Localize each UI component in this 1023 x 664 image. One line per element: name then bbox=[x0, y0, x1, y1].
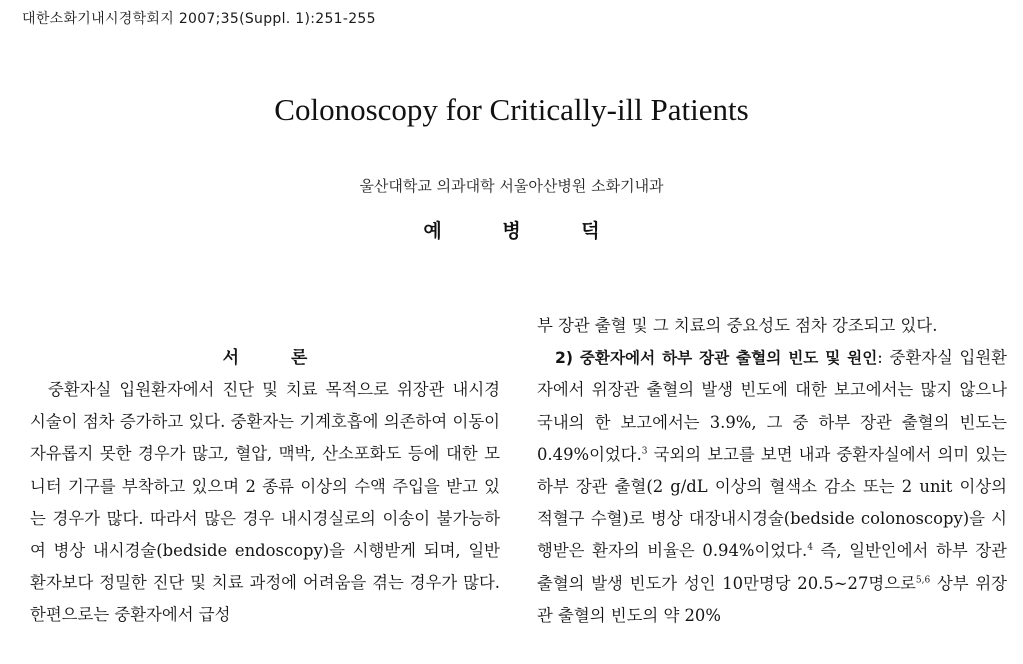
body-paragraph: 중환자실 입원환자에서 진단 및 치료 목적으로 위장관 내시경 시술이 점차 증가하고 있다. 중환자는 기계호흡에 의존하여 이동이 자유롭지 못한 경우가 많고, 혈압, 맥박, 산소포화도 등에 대한 모니터 기구를 부착하고 있으며 2 종류 이상의 수액 주입을 받고 있는 경우가 많다. 따라서 많은 경우 내시경실로의 이송이 불가능하여 병상 내시경술(bedside endoscopy)을 시행받게 되며, 일반 환자보다 정밀한 진단 및 치료 과정에 어려움을 겪는 경우가 많다. 한편으로는 중환자에서 급성 bbox=[30, 380, 500, 625]
author-name: 예 병 덕 bbox=[423, 220, 600, 242]
paragraph-text: 상부 위장관 출혈의 빈도의 약 20% bbox=[537, 573, 1007, 625]
left-column bbox=[30, 310, 500, 632]
paragraph-text: 국외의 보고를 보면 내과 중환자실에서 의미 있는 하부 장관 출혈(2 g/dL 이상의 혈색소 감소 또는 2 unit 이상의 적혈구 수혈)로 병상 대장내시경술(bedside colonoscopy)을 시행받은 환자의 비율은 0.94%이었다. bbox=[537, 444, 1007, 561]
subsection-heading: 2) 중환자에서 하부 장관 출혈의 빈도 및 원인 bbox=[555, 349, 878, 368]
continued-paragraph: 부 장관 출혈 및 그 치료의 중요성도 점차 강조되고 있다. bbox=[537, 316, 938, 335]
running-head: 대한소화기내시경학회지 2007;35(Suppl. 1):251-255 bbox=[22, 11, 376, 27]
reference-marker: 3 bbox=[641, 446, 648, 457]
reference-marker: 5,6 bbox=[915, 575, 931, 586]
paragraph-text: 즉, 일반인에서 하부 장관 출혈의 발생 빈도가 성인 10만명당 20.5∼27명으로 bbox=[537, 541, 1007, 593]
section-heading-introduction: 서 론 bbox=[222, 348, 308, 368]
author-affiliation: 울산대학교 의과대학 서울아산병원 소화기내과 bbox=[359, 177, 664, 195]
article-title: Colonoscopy for Critically-ill Patients bbox=[274, 92, 749, 127]
reference-marker: 4 bbox=[807, 542, 813, 553]
paragraph-text: : 중환자실 입원환자에서 위장관 출혈의 발생 빈도에 대한 보고에서는 많지 않으나 국내의 한 보고에서는 3.9%, 그 중 하부 장관 출혈의 빈도는 0.49%이었다. bbox=[537, 348, 1007, 464]
body-paragraph-incidence bbox=[537, 342, 1007, 632]
right-column bbox=[537, 310, 1007, 632]
